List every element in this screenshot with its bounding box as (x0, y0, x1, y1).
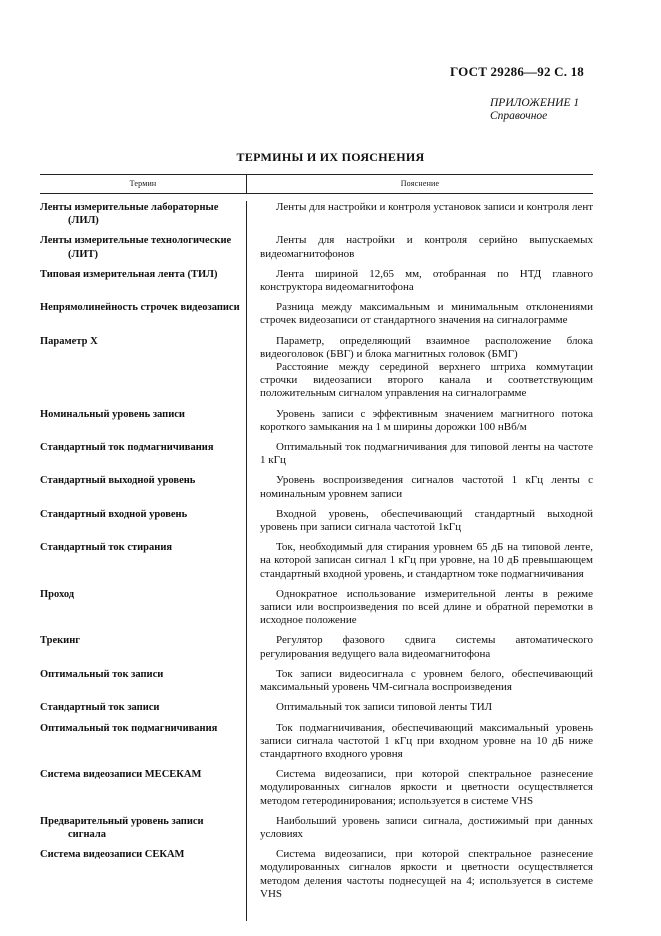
table-body (40, 201, 593, 901)
table-header (40, 174, 593, 194)
explanation-cell (246, 634, 593, 660)
explanation-cell (246, 441, 593, 467)
explanation-paragraph: Ток записи видеосигнала с уровнем белого, обеспечивающий максимальный уровень ЧМ-сигнала воспроизведения (260, 667, 593, 694)
explanation-cell (246, 268, 593, 294)
table-row (40, 201, 593, 227)
explanation-paragraph: Параметр, определяющий взаимное расположение блока видеоголовок (БВГ) и блока магнитных головок (БМГ) (260, 334, 593, 360)
table-row (40, 701, 593, 714)
table-row (40, 408, 593, 434)
table-row (40, 634, 593, 660)
explanation-cell (246, 234, 593, 260)
table-row (40, 848, 593, 901)
table-row (40, 722, 593, 762)
explanation-paragraph: Уровень воспроизведения сигналов частотой 1 кГц ленты с номинальным уровнем записи (260, 474, 593, 500)
explanation-cell (246, 668, 593, 694)
explanation-paragraph: Ток, необходимый для стирания уровнем 65 дБ на типовой ленте, на которой записан сигнал 1 кГц при уровне, на 10 дБ превышающем стандартный входной уровень, и стандартном токе подмагничивания (260, 541, 593, 580)
explanation-cell (246, 588, 593, 628)
term-cell: Система видеозаписи МЕСЕКАМ (40, 769, 202, 781)
explanation-cell (246, 722, 593, 762)
term-cell: Непрямолинейность строчек видеозаписи (40, 302, 240, 314)
explanation-cell (246, 474, 593, 500)
appendix-label (490, 97, 579, 123)
table-row (40, 301, 593, 327)
table-row (40, 768, 593, 808)
terms-table (40, 174, 593, 901)
explanation-paragraph: Наибольший уровень записи сигнала, достижимый при данных условиях (260, 814, 593, 840)
term-cell: Стандартный выходной уровень (40, 475, 196, 487)
term-cell: Ленты измерительные лабораторные (ЛИЛ) (40, 202, 219, 227)
term-cell: Параметр Х (40, 335, 98, 347)
table-row (40, 815, 593, 841)
explanation-cell (246, 815, 593, 841)
page-title: ТЕРМИНЫ И ИХ ПОЯСНЕНИЯ (236, 150, 425, 164)
table-row (40, 474, 593, 500)
explanation-cell (246, 541, 593, 581)
explanation-paragraph: Лента шириной 12,65 мм, отобранная по НТД главного конструктора видеомагнитофона (260, 267, 593, 294)
table-row (40, 234, 593, 260)
appendix-type: Справочное (490, 110, 548, 122)
explanation-paragraph: Оптимальный ток подмагничивания для типовой ленты на частоте 1 кГц (260, 441, 593, 467)
explanation-paragraph: Входной уровень, обеспечивающий стандартный выходной уровень при записи сигнала частотой 1кГц (260, 507, 593, 534)
term-cell: Проход (40, 588, 75, 600)
table-row (40, 508, 593, 534)
explanation-paragraph: Однократное использование измерительной ленты в режиме записи или воспроизведения по всей длине и обратной перемотки в исходное положение (260, 587, 593, 627)
explanation-cell (246, 201, 593, 227)
term-cell: Стандартный входной уровень (40, 508, 188, 520)
explanation-cell (246, 701, 593, 714)
term-cell: Стандартный ток подмагничивания (40, 442, 214, 454)
term-cell: Система видеозаписи СЕКАМ (40, 849, 185, 861)
explanation-paragraph: Ленты для настройки и контроля серийно выпускаемых видеомагнитофонов (260, 234, 593, 260)
explanation-paragraph: Уровень записи с эффективным значением магнитного потока короткого замыкания на 1 м ширины дорожки 100 нВб/м (260, 407, 593, 433)
term-cell: Трекинг (40, 635, 81, 647)
explanation-cell (246, 408, 593, 434)
table-row (40, 268, 593, 294)
explanation-cell (246, 768, 593, 808)
term-cell: Предварительный уровень записи сигнала (40, 815, 204, 840)
document-header: ГОСТ 29286—92 С. 18 (450, 64, 584, 79)
table-row (40, 588, 593, 628)
explanation-cell (246, 508, 593, 534)
explanation-paragraph: Оптимальный ток записи типовой ленты ТИЛ (276, 701, 493, 714)
column-header-term: Термин (40, 175, 247, 193)
table-row (40, 441, 593, 467)
explanation-cell (246, 335, 593, 401)
explanation-paragraph: Регулятор фазового сдвига системы автоматического регулирования ведущего вала видеомагнитофона (260, 634, 593, 660)
term-cell: Ленты измерительные технологические (ЛИТ) (40, 235, 232, 260)
appendix-number: ПРИЛОЖЕНИЕ 1 (490, 97, 580, 109)
explanation-paragraph: Ток подмагничивания, обеспечивающий максимальный уровень записи сигнала частотой 1 кГц при входном уровне на 10 дБ ниже стандартного входного уровня (260, 721, 593, 760)
explanation-paragraph: Разница между максимальным и минимальным отклонениями строчек видеозаписи от стандартного значения на сигналограмме (260, 301, 593, 327)
explanation-cell (246, 301, 593, 327)
explanation-paragraph: Расстояние между серединой верхнего штриха коммутации строчки видеозаписи второго канала и соответствующим положительным сигналом управления на сигналограмме (260, 361, 593, 400)
explanation-paragraph: Система видеозаписи, при которой спектральное разнесение модулированных сигналов яркости и цветности осуществляется методом гетеродинирования; используется в системе VHS (260, 768, 593, 807)
term-cell: Стандартный ток стирания (40, 542, 173, 554)
table-row (40, 541, 593, 581)
explanation-paragraph: Система видеозаписи, при которой спектральное разнесение модулированных сигналов яркости и цветности осуществляется методом деления частоты поднесущей на 4; используется в системе VHS (260, 848, 593, 900)
table-row (40, 335, 593, 401)
term-cell: Оптимальный ток подмагничивания (40, 722, 218, 734)
term-cell: Оптимальный ток записи (40, 668, 164, 680)
term-cell: Типовая измерительная лента (ТИЛ) (40, 268, 218, 280)
table-row (40, 668, 593, 694)
explanation-cell (246, 848, 593, 901)
term-cell: Стандартный ток записи (40, 702, 160, 714)
term-cell: Номинальный уровень записи (40, 408, 185, 420)
column-header-explanation: Пояснение (400, 179, 440, 188)
explanation-paragraph: Ленты для настройки и контроля установок записи и контроля лент (276, 201, 594, 213)
